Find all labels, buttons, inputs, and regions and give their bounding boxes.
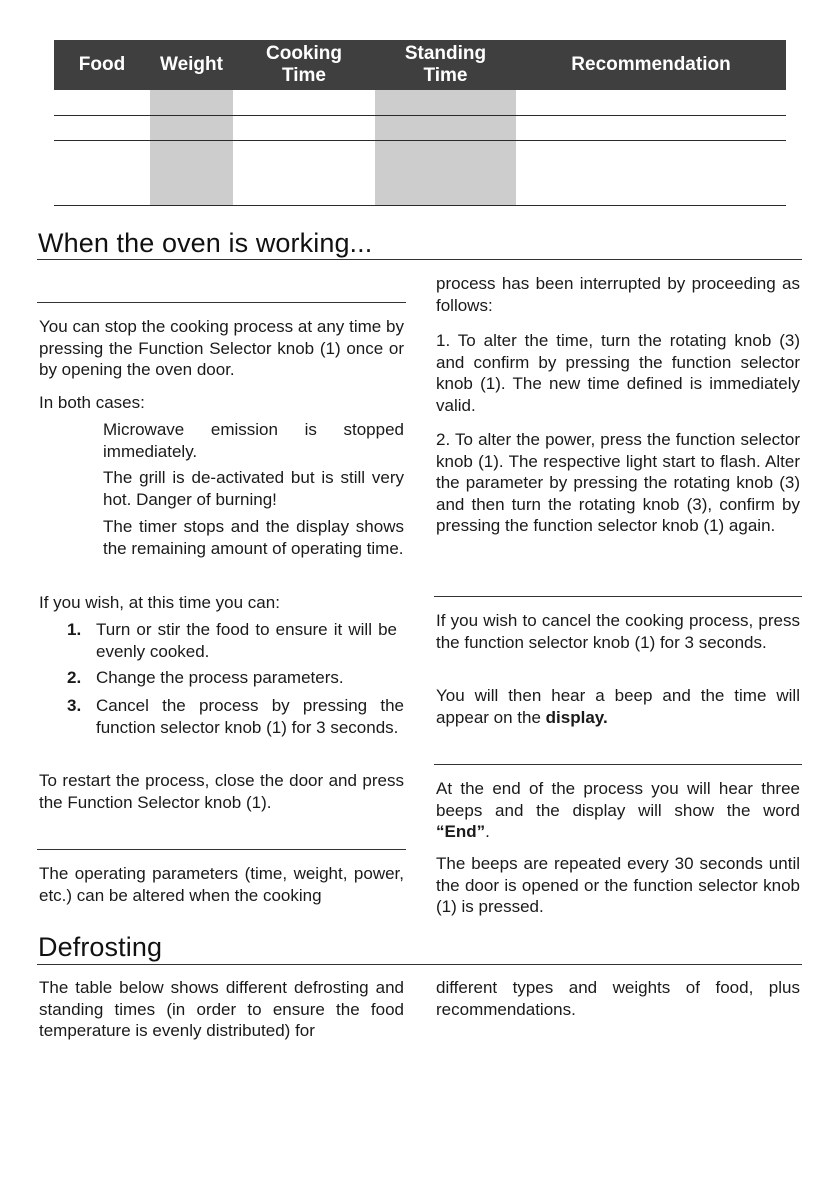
operating-params-text: The operating parameters (time, weight, power, etc.) can be altered when the cooking bbox=[39, 864, 404, 905]
end-process-suffix: . bbox=[485, 822, 490, 841]
table-cell bbox=[150, 140, 233, 205]
table-cell bbox=[375, 115, 516, 140]
defrost-intro-left: The table below shows different defrosting and standing times (in order to ensure the food temperature is evenly distributed) for bbox=[39, 978, 404, 1040]
both-cases-text: In both cases: bbox=[39, 393, 145, 412]
end-process-text bbox=[436, 778, 800, 843]
header-standing-time bbox=[375, 40, 516, 90]
header-recommendation: Recommendation bbox=[516, 40, 786, 90]
section-divider bbox=[37, 964, 802, 965]
options-intro-text: If you wish, at this time you can: bbox=[39, 593, 280, 612]
table-cell bbox=[233, 90, 375, 115]
header-weight: Weight bbox=[150, 40, 233, 90]
end-process-prefix: At the end of the process you will hear three beeps and the display will show the word bbox=[436, 779, 800, 820]
subsection-divider bbox=[37, 849, 406, 850]
bullet-grill: The grill is de-activated but is still very hot. Danger of burning! bbox=[103, 468, 404, 509]
table-cell bbox=[516, 90, 786, 115]
section-title-oven-working: When the oven is working... bbox=[38, 228, 373, 258]
defrost-intro-right: different types and weights of food, plus recommendations. bbox=[436, 978, 800, 1019]
end-word-bold: “End” bbox=[436, 822, 486, 841]
table-cell bbox=[233, 115, 375, 140]
bullet-microwave: Microwave emission is stopped immediately. bbox=[103, 420, 404, 461]
section-title-defrosting: Defrosting bbox=[38, 932, 163, 962]
beep-display-text bbox=[436, 685, 800, 728]
header-cooking-time bbox=[233, 40, 375, 90]
table-cell bbox=[516, 115, 786, 140]
subsection-divider bbox=[434, 596, 802, 597]
defrost-table bbox=[54, 40, 786, 206]
subsection-divider bbox=[434, 764, 802, 765]
step-stir-food bbox=[89, 619, 397, 662]
table-cell bbox=[150, 90, 233, 115]
cancel-cooking-text: If you wish to cancel the cooking process, press the function selector knob (1) for 3 seconds. bbox=[436, 611, 800, 652]
step-stir-food-text: Turn or stir the food to ensure it will be evenly cooked. bbox=[96, 620, 397, 661]
table-row bbox=[54, 90, 786, 115]
bullet-timer: The timer stops and the display shows the remaining amount of operating time. bbox=[103, 517, 404, 558]
step-number: 3. bbox=[67, 696, 82, 715]
alter-time-text: 1. To alter the time, turn the rotating knob (3) and confirm by pressing the function selector knob (1). The new time defined is immediately valid. bbox=[436, 331, 800, 415]
header-standing-line2: Time bbox=[423, 65, 468, 86]
table-row bbox=[54, 115, 786, 140]
table-cell bbox=[54, 90, 150, 115]
subsection-divider bbox=[37, 302, 406, 303]
table-cell bbox=[375, 90, 516, 115]
table-cell bbox=[150, 115, 233, 140]
section-divider bbox=[37, 259, 802, 260]
beep-display-prefix: You will then hear a beep and the time will appear on the bbox=[436, 686, 800, 727]
table-cell bbox=[516, 140, 786, 205]
header-cooking-line1: Cooking bbox=[266, 43, 342, 64]
header-cooking-line2: Time bbox=[281, 65, 326, 86]
step-number: 1. bbox=[67, 620, 82, 639]
header-food: Food bbox=[54, 40, 150, 90]
table-row bbox=[54, 140, 786, 205]
table-cell bbox=[233, 140, 375, 205]
alter-power-text: 2. To alter the power, press the function selector knob (1). The respective light start to flash. Alter the parameter by pressing the rotating knob (3) and then turn the rotating knob (3), confirm by pressing the function selector knob (1) again. bbox=[436, 430, 800, 535]
step-cancel-process: Cancel the process by pressing the function selector knob (1) for 3 seconds. bbox=[96, 696, 404, 737]
display-bold: display. bbox=[545, 707, 608, 727]
interrupted-process-text: process has been interrupted by proceeding as follows: bbox=[436, 274, 800, 315]
step-change-params: Change the process parameters. bbox=[96, 668, 344, 687]
beeps-repeated-text: The beeps are repeated every 30 seconds until the door is opened or the function selector knob (1) is pressed. bbox=[436, 854, 800, 916]
header-standing-line1: Standing bbox=[404, 43, 487, 64]
stop-cooking-text: You can stop the cooking process at any time by pressing the Function Selector knob (1) once or by opening the oven door. bbox=[39, 317, 404, 379]
table-cell bbox=[375, 140, 516, 205]
restart-process-text: To restart the process, close the door and press the Function Selector knob (1). bbox=[39, 771, 404, 812]
table-header-row bbox=[54, 40, 786, 90]
table-cell bbox=[54, 140, 150, 205]
table-cell bbox=[54, 115, 150, 140]
step-number: 2. bbox=[67, 668, 82, 687]
